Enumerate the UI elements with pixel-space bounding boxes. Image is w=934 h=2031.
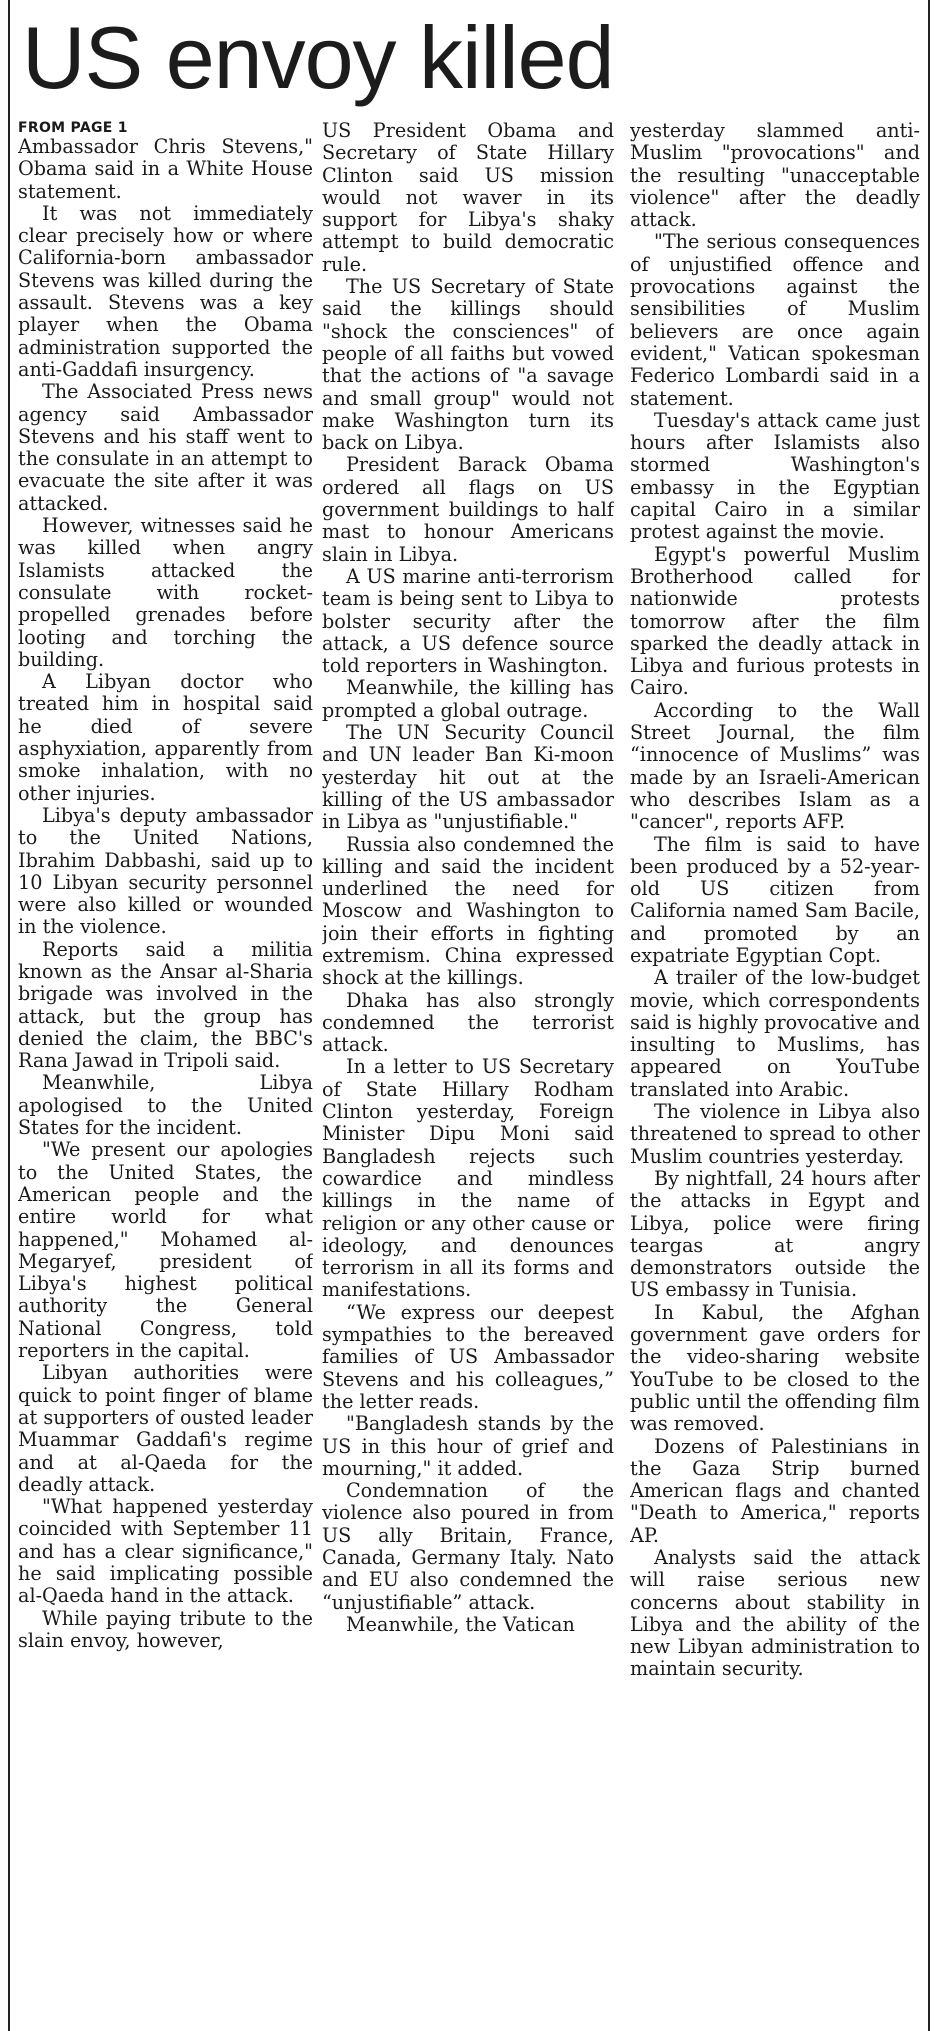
paragraph: Tuesday's attack came just hours after Islamists also stormed Washington's embassy in the Egyptian capital Cairo in a similar protest against the movie. <box>630 408 920 544</box>
headline: US envoy killed <box>22 8 614 107</box>
paragraph: Dhaka has also strongly condemned the terrorist attack. <box>322 988 614 1057</box>
paragraph: Meanwhile, Libya apologised to the United States for the incident. <box>18 1071 313 1140</box>
paragraph: Reports said a militia known as the Ansar al-Sharia brigade was involved in the attack, but the group has denied the claim, the BBC's Rana Jawad in Tripoli said. <box>18 937 313 1073</box>
paragraph: The film is said to have been produced by a 52-year-old US citizen from California named Sam Bacile, and promoted by an expatriate Egyptian Copt. <box>630 832 920 967</box>
paragraph: According to the Wall Street Journal, the film “innocence of Muslims” was made by an Israeli-American who describes Islam as a "cancer", reports AFP. <box>630 698 920 834</box>
paragraph: A US marine anti-terrorism team is being sent to Libya to bolster security after the attack, a US defence source told reporters in Washington. <box>322 564 614 678</box>
paragraph: Condemnation of the violence also poured in from US ally Britain, France, Canada, Germany Italy. Nato and EU also condemned the “unjustifiable” attack. <box>322 1479 614 1614</box>
right-column-rule <box>928 0 930 2031</box>
paragraph: The US Secretary of State said the killings should "shock the consciences" of people of all faiths but vowed that the actions of "a savage and small group" would not make Washington turn its back on Libya. <box>322 275 614 455</box>
article-column-1 <box>18 120 313 2025</box>
paragraph: Dozens of Palestinians in the Gaza Strip burned American flags and chanted "Death to America," reports AP. <box>630 1434 920 1547</box>
paragraph: By nightfall, 24 hours after the attacks in Egypt and Libya, police were firing teargas at angry demonstrators outside the US embassy in Tunisia. <box>630 1166 920 1302</box>
paragraph: The Associated Press news agency said Ambassador Stevens and his staff went to the consulate in an attempt to evacuate the site after it was attacked. <box>18 380 313 515</box>
paragraph: While paying tribute to the slain envoy, however, <box>18 1606 313 1652</box>
paragraph: "What happened yesterday coincided with September 11 and has a clear significance," he said implicating possible al-Qaeda hand in the attack. <box>18 1495 313 1608</box>
paragraph: It was not immediately clear precisely how or where California-born ambassador Stevens was killed during the assault. Stevens was a key player when the Obama administration supported the anti-Gaddafi insurgency. <box>18 201 313 381</box>
paragraph: A Libyan doctor who treated him in hospital said he died of severe asphyxiation, apparently from smoke inhalation, with no other injuries. <box>18 670 313 805</box>
paragraph: Analysts said the attack will raise serious new concerns about stability in Libya and the ability of the new Libyan administration to maintain security. <box>630 1546 920 1681</box>
paragraph: In Kabul, the Afghan government gave orders for the video-sharing website YouTube to be closed to the public until the offending film was removed. <box>630 1300 920 1436</box>
paragraph: "We present our apologies to the United States, the American people and the entire world for what happened," Mohamed al-Megaryef, president of Libya's highest political authority the General National Congress, told reporters in the capital. <box>18 1138 313 1363</box>
paragraph: US President Obama and Secretary of State Hillary Clinton said US mission would not waver in its support for Libya's shaky attempt to build democratic rule. <box>322 120 614 276</box>
paragraph: yesterday slammed anti-Muslim "provocations" and the resulting "unacceptable violence" after the deadly attack. <box>630 120 920 232</box>
paragraph: Libyan authorities were quick to point finger of blame at supporters of ousted leader Muammar Gaddafi's regime and at al-Qaeda for the deadly attack. <box>18 1361 313 1496</box>
paragraph: Ambassador Chris Stevens," Obama said in a White House statement. <box>18 135 313 203</box>
paragraph: Egypt's powerful Muslim Brotherhood called for nationwide protests tomorrow after the film sparked the deadly attack in Libya and furious protests in Cairo. <box>630 542 920 700</box>
left-column-rule <box>8 0 10 2031</box>
paragraph: However, witnesses said he was killed when angry Islamists attacked the consulate with rocket-propelled grenades before looting and torching the building. <box>18 514 313 671</box>
paragraph: The UN Security Council and UN leader Ban Ki-moon yesterday hit out at the killing of the US ambassador in Libya as "unjustifiable." <box>322 721 614 834</box>
paragraph: In a letter to US Secretary of State Hillary Rodham Clinton yesterday, Foreign Minister Dipu Moni said Bangladesh rejects such cowardice and mindless killings in the name of religion or any other cause or ideology, and denounces terrorism in all its forms and manifestations. <box>322 1055 614 1302</box>
article-column-3 <box>630 120 920 2025</box>
paragraph: A trailer of the low-budget movie, which correspondents said is highly provocative and insulting to Muslims, has appeared on YouTube translated into Arabic. <box>630 966 920 1101</box>
paragraph: “We express our deepest sympathies to the bereaved families of US Ambassador Stevens and his colleagues,” the letter reads. <box>322 1300 614 1413</box>
paragraph: Meanwhile, the Vatican <box>346 1612 575 1636</box>
article-column-2 <box>322 120 614 2025</box>
from-page-label: FROM PAGE 1 <box>18 120 128 136</box>
paragraph: Russia also condemned the killing and said the incident underlined the need for Moscow and Washington to join their efforts in fighting extremism. China expressed shock at the killings. <box>322 832 614 990</box>
paragraph: President Barack Obama ordered all flags on US government buildings to half mast to honour Americans slain in Libya. <box>322 453 614 566</box>
paragraph: "The serious consequences of unjustified offence and provocations against the sensibilities of Muslim believers are once again evident," Vatican spokesman Federico Lombardi said in a statement. <box>630 230 920 410</box>
paragraph: The violence in Libya also threatened to spread to other Muslim countries yesterday. <box>630 1100 920 1168</box>
paragraph: Libya's deputy ambassador to the United Nations, Ibrahim Dabbashi, said up to 10 Libyan security personnel were also killed or wounded in the violence. <box>18 803 313 939</box>
paragraph: Meanwhile, the killing has prompted a global outrage. <box>322 676 614 722</box>
paragraph: "Bangladesh stands by the US in this hour of grief and mourning," it added. <box>322 1412 614 1480</box>
